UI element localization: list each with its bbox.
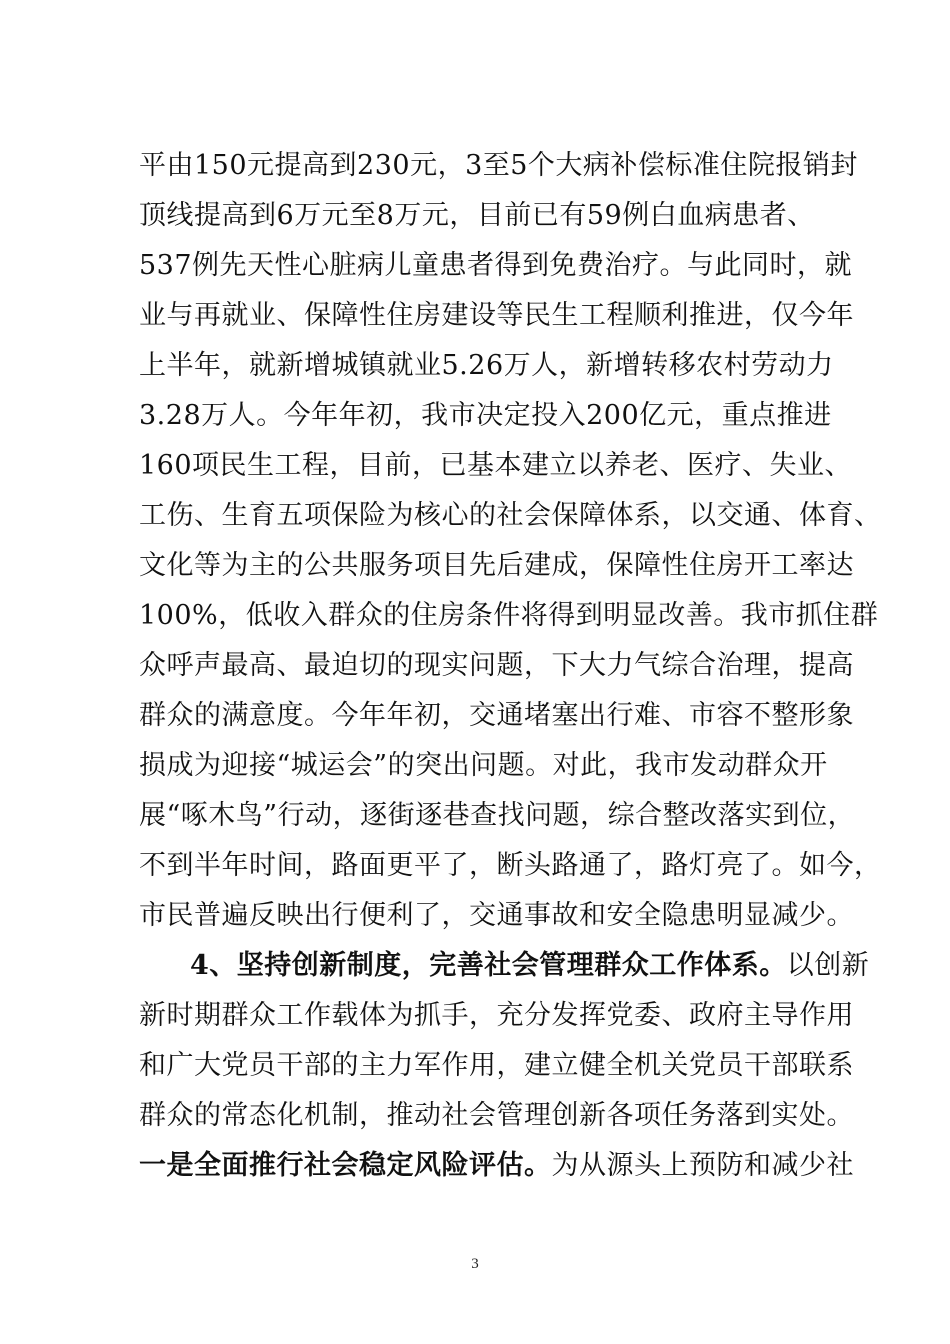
body-line: 上半年，就新增城镇就业5.26万人，新增转移农村劳动力: [139, 350, 834, 381]
body-line: 业与再就业、保障性住房建设等民生工程顺利推进，仅今年: [139, 300, 854, 331]
body-line: 损成为迎接“城运会”的突出问题。对此，我市发动群众开: [139, 750, 828, 781]
body-line: 众呼声最高、最迫切的现实问题，下大力气综合治理，提高: [139, 650, 854, 681]
subsection-tail: 为从源头上预防和减少社: [551, 1150, 854, 1181]
body-line: 工伤、生育五项保险为核心的社会保障体系，以交通、体育、: [139, 500, 882, 531]
body-line: 100%，低收入群众的住房条件将得到明显改善。我市抓住群: [139, 600, 879, 631]
body-line: 市民普遍反映出行便利了，交通事故和安全隐患明显减少。: [139, 900, 854, 931]
body-line: 文化等为主的公共服务项目先后建成，保障性住房开工率达: [139, 550, 854, 581]
section-4-heading-tail: 以创新: [786, 950, 870, 981]
section-4-heading-line: [190, 946, 869, 986]
body-line: 平由150元提高到230元，3至5个大病补偿标准住院报销封: [139, 150, 858, 181]
body-line: 160项民生工程，目前，已基本建立以养老、医疗、失业、: [139, 450, 853, 481]
section-4-heading: 4、坚持创新制度，完善社会管理群众工作体系。: [190, 950, 787, 981]
body-line: 和广大党员干部的主力军作用，建立健全机关党员干部联系: [139, 1050, 854, 1081]
subsection-line: [139, 1146, 854, 1186]
body-line: 不到半年时间，路面更平了，断头路通了，路灯亮了。如今，: [139, 850, 882, 881]
body-line: 群众的常态化机制，推动社会管理创新各项任务落到实处。: [139, 1100, 854, 1131]
body-line: 3.28万人。今年年初，我市决定投入200亿元，重点推进: [139, 400, 832, 431]
body-line: 537例先天性心脏病儿童患者得到免费治疗。与此同时，就: [139, 250, 853, 281]
body-line: 群众的满意度。今年年初，交通堵塞出行难、市容不整形象: [139, 700, 854, 731]
subsection-heading: 一是全面推行社会稳定风险评估。: [139, 1150, 552, 1181]
page-number: 3: [471, 1256, 479, 1272]
body-line: 展“啄木鸟”行动，逐街逐巷查找问题，综合整改落实到位，: [139, 800, 856, 831]
body-line: 顶线提高到6万元至8万元，目前已有59例白血病患者、: [139, 200, 815, 231]
body-line: 新时期群众工作载体为抓手，充分发挥党委、政府主导作用: [139, 1000, 854, 1031]
